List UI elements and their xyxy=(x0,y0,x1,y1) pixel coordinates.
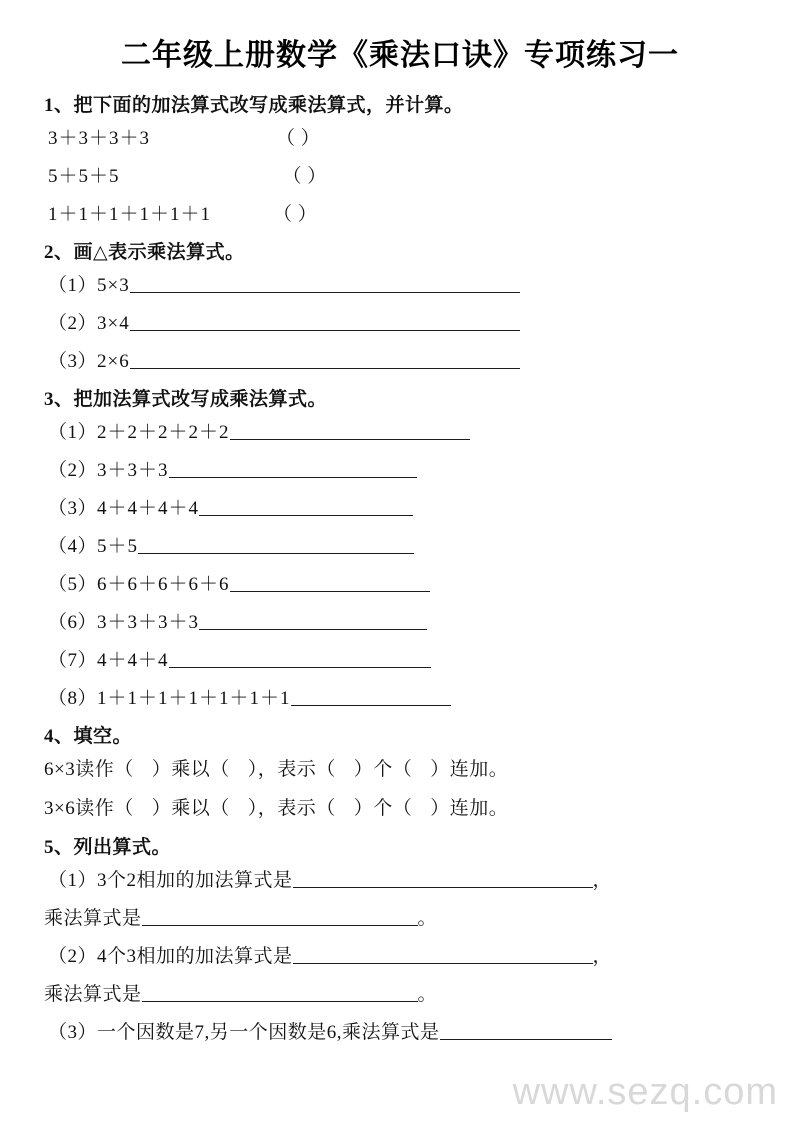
section-3-item-1 xyxy=(44,417,756,444)
answer-blank[interactable] xyxy=(169,651,431,668)
answer-bracket: （ ） xyxy=(276,128,321,149)
answer-blank[interactable] xyxy=(440,1023,612,1040)
section-4-row-1 xyxy=(44,754,756,781)
answer-bracket: （ ） xyxy=(282,166,327,187)
expression: 5×3 xyxy=(97,275,130,296)
expression: 1＋1＋1＋1＋1＋1＋1 xyxy=(97,688,291,709)
item-label: （7） xyxy=(48,650,98,671)
expression: 5＋5＋5 xyxy=(48,166,120,187)
section-2-item-3 xyxy=(44,346,756,373)
item-text: 乘法算式是 xyxy=(44,984,142,1005)
answer-blank[interactable] xyxy=(199,499,413,516)
answer-blank[interactable] xyxy=(130,352,520,369)
section-5-item-1-sub xyxy=(44,903,756,930)
expression: 3＋3＋3＋3 xyxy=(97,612,200,633)
section-3-item-6 xyxy=(44,607,756,634)
section-5-item-2 xyxy=(44,941,756,968)
section-2-item-1 xyxy=(44,270,756,297)
answer-blank[interactable] xyxy=(291,689,451,706)
item-label: （3） xyxy=(48,351,98,372)
expression: 4＋4＋4 xyxy=(97,650,169,671)
expression: 3＋3＋3＋3 xyxy=(48,128,151,149)
item-tail: 。 xyxy=(417,908,438,929)
expression: 1＋1＋1＋1＋1＋1 xyxy=(48,204,212,225)
answer-blank[interactable] xyxy=(169,461,417,478)
expression: 2×6 xyxy=(97,351,130,372)
answer-blank[interactable] xyxy=(293,947,593,964)
section-5-item-2-sub xyxy=(44,979,756,1006)
item-label: （8） xyxy=(48,688,98,709)
section-4-row-2 xyxy=(44,793,756,820)
expression: 3＋3＋3 xyxy=(97,460,169,481)
expression: 5＋5 xyxy=(97,536,139,557)
item-label: （1） xyxy=(48,275,98,296)
section-2-item-2 xyxy=(44,308,756,335)
item-text: 4个3相加的加法算式是 xyxy=(97,946,293,967)
page-title: 二年级上册数学《乘法口诀》专项练习一 xyxy=(121,38,679,73)
section-3-item-5 xyxy=(44,569,756,596)
item-text: 3个2相加的加法算式是 xyxy=(97,870,293,891)
section-3-item-4 xyxy=(44,531,756,558)
answer-blank[interactable] xyxy=(230,575,430,592)
item-label: （2） xyxy=(48,313,98,334)
item-label: （2） xyxy=(48,460,98,481)
answer-blank[interactable] xyxy=(142,985,418,1002)
item-label: （2） xyxy=(48,946,98,967)
item-label: （3） xyxy=(48,498,98,519)
fill-part: ）乘以（ xyxy=(151,798,230,819)
answer-blank[interactable] xyxy=(293,871,593,888)
expression: 3×4 xyxy=(97,313,130,334)
expression: 4＋4＋4＋4 xyxy=(97,498,200,519)
section-1-item-1 xyxy=(44,123,756,150)
answer-blank[interactable] xyxy=(130,314,520,331)
section-3-item-8 xyxy=(44,683,756,710)
item-label: （6） xyxy=(48,612,98,633)
section-1-item-2 xyxy=(44,161,756,188)
item-text: 一个因数是7,另一个因数是6,乘法算式是 xyxy=(97,1022,440,1043)
expression: 6＋6＋6＋6＋6 xyxy=(97,574,230,595)
fill-part: 3×6读作（ xyxy=(44,798,134,819)
answer-bracket: （ ） xyxy=(273,204,318,225)
section-1-item-3 xyxy=(44,199,756,226)
item-label: （1） xyxy=(48,870,98,891)
item-tail: 。 xyxy=(417,984,438,1005)
section-1-heading: 1、把下面的加法算式改写成乘法算式，并计算。 xyxy=(44,95,464,116)
fill-part: 6×3读作（ xyxy=(44,759,134,780)
fill-part: ）连加。 xyxy=(430,759,509,780)
section-2-heading: 2、画△表示乘法算式。 xyxy=(44,242,245,263)
section-3-item-7 xyxy=(44,645,756,672)
fill-part: ）个（ xyxy=(353,798,413,819)
section-5-item-3 xyxy=(44,1017,756,1044)
answer-blank[interactable] xyxy=(142,909,418,926)
fill-part: ）乘以（ xyxy=(151,759,230,780)
answer-blank[interactable] xyxy=(199,613,427,630)
fill-part: ），表示（ xyxy=(247,759,336,780)
fill-part: ），表示（ xyxy=(247,798,336,819)
section-3-item-2 xyxy=(44,455,756,482)
item-text: 乘法算式是 xyxy=(44,908,142,929)
fill-part: ）个（ xyxy=(353,759,413,780)
item-tail: ， xyxy=(592,946,613,967)
item-tail: ， xyxy=(592,870,613,891)
item-label: （1） xyxy=(48,422,98,443)
expression: 2＋2＋2＋2＋2 xyxy=(97,422,230,443)
section-4-heading: 4、填空。 xyxy=(44,726,133,747)
section-5-heading: 5、列出算式。 xyxy=(44,837,172,858)
section-3-item-3 xyxy=(44,493,756,520)
section-3-heading: 3、把加法算式改写成乘法算式。 xyxy=(44,389,328,410)
item-label: （4） xyxy=(48,536,98,557)
fill-part: ）连加。 xyxy=(430,798,509,819)
item-label: （5） xyxy=(48,574,98,595)
answer-blank[interactable] xyxy=(138,537,414,554)
answer-blank[interactable] xyxy=(130,276,520,293)
answer-blank[interactable] xyxy=(230,423,470,440)
watermark: www.sezq.com xyxy=(512,1071,778,1113)
section-5-item-1 xyxy=(44,865,756,892)
item-label: （3） xyxy=(48,1022,98,1043)
